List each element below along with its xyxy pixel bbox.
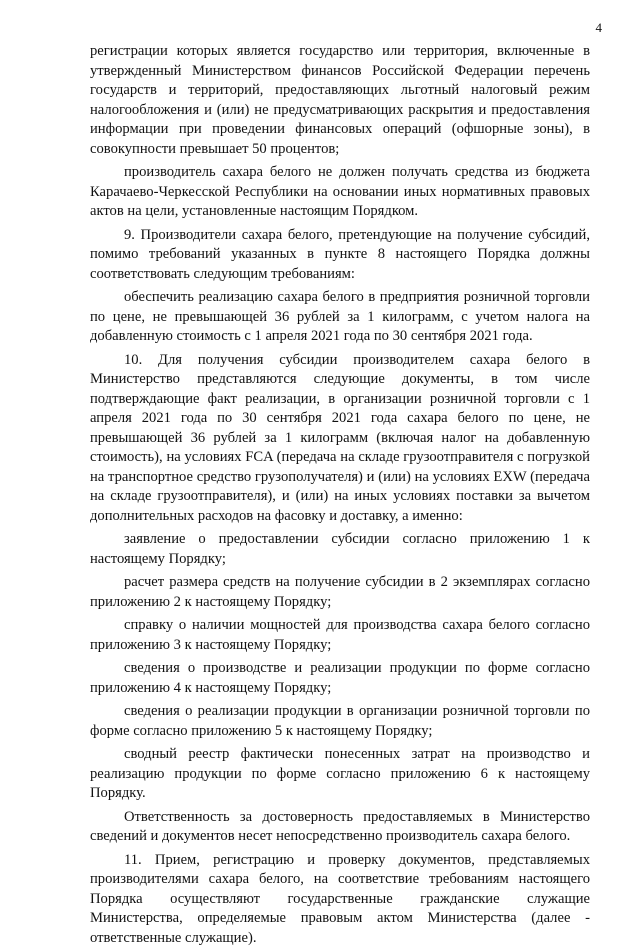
list-item: сведения о реализации продукции в организации розничной торговли по форме согласно приложению 5 к настоящему Порядку; [90,703,590,739]
paragraph: регистрации которых является государство или территория, включенные в утвержденный Министерством финансов Российской Федерации перечень государств и территорий, предоставляющих льготный налоговый режим налогообложения и (или) не предусматривающих раскрытия и предоставления информации при проведении финансовых операций (офшорные зоны), в совокупности превышает 50 процентов; [90,43,590,157]
paragraph: 9. Производители сахара белого, претендующие на получение субсидий, помимо требований указанных в пункте 8 настоящего Порядка должны соответствовать следующим требованиям: [90,226,590,282]
list-item: сведения о производстве и реализации продукции по форме согласно приложению 4 к настоящему Порядку; [90,660,590,696]
paragraph: Ответственность за достоверность предоставляемых в Министерство сведений и документов несет непосредственно производитель сахара белого. [90,808,590,844]
list-item: сводный реестр фактически понесенных затрат на производство и реализацию продукции по форме согласно приложению 6 к настоящему Порядку. [90,746,590,801]
paragraph: 11. Прием, регистрацию и проверку документов, представляемых производителями сахара белого, на соответствие требованиям настоящего Порядка осуществляют государственные гражданские служащие Министерства, определяемые правовым актом Министерства (далее - ответственные служащие). [90,851,590,946]
paragraph: производитель сахара белого не должен получать средства из бюджета Карачаево-Черкесской Республики на основании иных нормативных правовых актов на цели, установленные настоящим Порядком. [90,164,590,219]
document-body [90,42,590,952]
list-item: расчет размера средств на получение субсидии в 2 экземплярах согласно приложению 2 к настоящему Порядку; [90,574,590,610]
paragraph: обеспечить реализацию сахара белого в предприятия розничной торговли по цене, не превышающей 36 рублей за 1 килограмм, с учетом налога на добавленную стоимость с 1 апреля 2021 года по 30 сентября 2021 года. [90,289,590,344]
page-number: 4 [595,20,602,35]
list-item: заявление о предоставлении субсидии согласно приложению 1 к настоящему Порядку; [90,531,590,567]
list-item: справку о наличии мощностей для производства сахара белого согласно приложению 3 к настоящему Порядку; [90,617,590,653]
paragraph: 10. Для получения субсидии производителем сахара белого в Министерство представляются следующие документы, в том числе подтверждающие факт реализации, в организации розничной торговли с 1 апреля 2021 года по 30 сентября 2021 года сахара белого по цене, не превышающей 36 рублей за 1 килограмм (включая налог на добавленную стоимость), на условиях FCA (передача на складе грузоотправителя с погрузкой на транспортное средство грузополучателя) и (или) на условиях EXW (передача на складе грузоотправителя), и (или) на иных условиях поставки за вычетом дополнительных расходов на фасовку и доставку, а именно: [90,351,590,524]
